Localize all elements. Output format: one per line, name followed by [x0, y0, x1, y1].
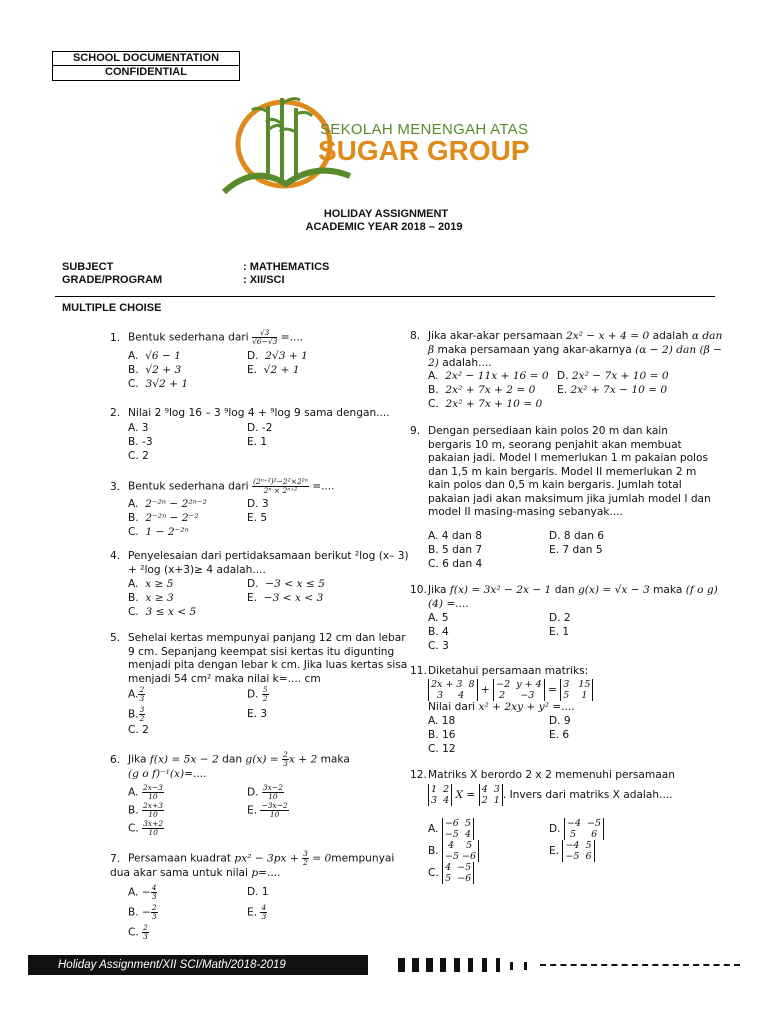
q7-option-b[interactable]: B. − $\frac{2}{3}$	[128, 903, 157, 921]
q7-option-d[interactable]: D. 1	[247, 886, 269, 898]
q10-option-b[interactable]: B. 4	[428, 626, 449, 638]
q7-option-a[interactable]: A. − $\frac{4}{3}$	[128, 883, 157, 901]
q7-option-e[interactable]: E. $\frac{4}{3}$	[247, 903, 267, 921]
question-10: 10.Jika f(x) = 3x² − 2x − 1 dan g(x) = √x − 3 maka (f o g)(4) =....	[410, 584, 718, 610]
q5-option-c[interactable]: C. 2	[128, 724, 149, 736]
q11-option-d[interactable]: D. 9	[549, 715, 571, 727]
q10-option-e[interactable]: E. 1	[549, 626, 570, 638]
q11-expression: Nilai dari x² + 2xy + y² =....	[428, 701, 575, 713]
question-5: 5. Sehelai kertas mempunyai panjang 12 cm dan lebar 9 cm. Sepanjang keempat sisi kertas itu digunting menjadi pita dengan lebar k cm. Jika luas kertas sisa menjadi 54 cm² maka nilai k=.... cm	[110, 632, 408, 685]
logo-brand: SUGAR GROUP	[318, 135, 530, 166]
q9-option-d[interactable]: D. 8 dan 6	[549, 530, 605, 542]
grade-value: : XII/SCI	[243, 274, 285, 286]
q11-option-c[interactable]: C. 12	[428, 743, 456, 755]
q4-option-e[interactable]: E. −3 < x < 3	[247, 592, 324, 604]
footer-dash	[398, 958, 405, 972]
question-6: 6. Jika f(x) = 5x − 2 dan g(x) = $\frac{2}{3}$ x + 2 maka	[110, 750, 350, 768]
question-1: 1. Bentuk sederhana dari $\frac{√3}{√6-√3}$ =....	[110, 328, 304, 346]
q2-option-b[interactable]: B. -3	[128, 436, 153, 448]
q1-tail: =....	[280, 331, 304, 344]
doc-box-line2: CONFIDENTIAL	[105, 66, 187, 78]
q8-option-e[interactable]: E. 2x² + 7x − 10 = 0	[557, 384, 668, 396]
q11-option-e[interactable]: E. 6	[549, 729, 570, 741]
doc-box-line1: SCHOOL DOCUMENTATION	[53, 52, 239, 66]
section-title: MULTIPLE CHOISE	[62, 302, 162, 314]
q10-option-a[interactable]: A. 5	[428, 612, 449, 624]
logo-school-name: SEKOLAH MENENGAH ATAS	[320, 121, 529, 138]
q2-option-d[interactable]: D. -2	[247, 422, 273, 434]
q11-option-a[interactable]: A. 18	[428, 715, 456, 727]
footer-dash	[524, 962, 527, 970]
q9-option-a[interactable]: A. 4 dan 8	[428, 530, 482, 542]
footer-dash	[440, 958, 446, 972]
q11-option-b[interactable]: B. 16	[428, 729, 456, 741]
footer-dash	[482, 958, 487, 972]
footer-dash	[412, 958, 419, 972]
q12-option-b[interactable]: B. 4 5 −5 −6	[428, 840, 479, 862]
q4-option-a[interactable]: A. x ≥ 5	[128, 578, 174, 590]
question-9: 9. Dengan persediaan kain polos 20 m dan kain bergaris 10 m, seorang penjahit akan membuat pakaian jadi. Model I memerlukan 1 m pakaian polos dan 1,5 m kain bergaris. Model II memerlukan 2 m kain polos dan 0,5 m kain bergaris. Jumlah total pakaian jadi akan maksimum jika jumlah model I dan model II masing-masing sebanyak....	[410, 425, 711, 518]
q5-option-a[interactable]: A. $\frac{2}{3}$	[128, 685, 145, 703]
q2-option-e[interactable]: E. 1	[247, 436, 268, 448]
documentation-box	[52, 51, 240, 81]
q3-option-d[interactable]: D. 3	[247, 498, 269, 510]
q10-option-d[interactable]: D. 2	[549, 612, 571, 624]
q2-option-c[interactable]: C. 2	[128, 450, 149, 462]
q12-option-d[interactable]: D. −4 −5 5 6	[549, 818, 604, 840]
q3-option-c[interactable]: C. 1 − 2⁻²ⁿ	[128, 526, 189, 538]
q12-option-e[interactable]: E. −4 5 −5 6	[549, 840, 595, 862]
q7-option-c[interactable]: C. $\frac{2}{3}$	[128, 923, 148, 941]
q6-option-a[interactable]: A. $\frac{2x-3}{10}$	[128, 783, 163, 801]
footer-dash	[496, 958, 500, 972]
q4-option-c[interactable]: C. 3 ≤ x < 5	[128, 606, 197, 618]
q4-option-d[interactable]: D. −3 < x ≤ 5	[247, 578, 325, 590]
q6-option-b[interactable]: B. $\frac{2x+3}{10}$	[128, 801, 164, 819]
q5-option-b[interactable]: B. $\frac{3}{2}$	[128, 705, 145, 723]
q3-option-e[interactable]: E. 5	[247, 512, 268, 524]
question-12: 12.Matriks X berordo 2 x 2 memenuhi persamaan	[410, 769, 675, 781]
q1-option-b[interactable]: B. √2 + 3	[128, 364, 182, 376]
q12-matrix-equation: 1 2 3 4 X = 4 3 2 1 . Invers dari matriks X adalah....	[428, 784, 673, 806]
q3-option-a[interactable]: A. 2⁻²ⁿ − 2²ⁿ⁻²	[128, 498, 207, 510]
q11-matrix-equation: 2x + 3 8 3 4 + −2 y + 4 2 −3 = 3 15 5 1	[428, 679, 593, 701]
divider	[55, 296, 715, 297]
q8-option-c[interactable]: C. 2x² + 7x + 10 = 0	[428, 398, 543, 410]
footer-bar: Holiday Assignment/XII SCI/Math/2018-2019	[28, 955, 368, 975]
footer-dash	[468, 958, 473, 972]
q8-option-d[interactable]: D. 2x² − 7x + 10 = 0	[557, 370, 669, 382]
question-8: 8. Jika akar-akar persamaan 2x² − x + 4 = 0 adalah α dan β maka persamaan yang akar-akarnya (α − 2) dan (β − 2) adalah....	[410, 330, 723, 369]
assignment-title: HOLIDAY ASSIGNMENT	[323, 208, 449, 220]
q10-option-c[interactable]: C. 3	[428, 640, 449, 652]
q6-option-e[interactable]: E. $\frac{-3x-2}{10}$	[247, 801, 288, 819]
question-7: 7. Persamaan kuadrat px² − 3px + $\frac{3}{2}$ = 0mempunyai dua akar sama untuk nilai p=....	[110, 849, 395, 879]
footer-dash-line	[540, 964, 740, 968]
q8-option-a[interactable]: A. 2x² − 11x + 16 = 0	[428, 370, 549, 382]
q9-option-c[interactable]: C. 6 dan 4	[428, 558, 483, 570]
q9-option-b[interactable]: B. 5 dan 7	[428, 544, 483, 556]
q1-option-a[interactable]: A. √6 − 1	[128, 350, 182, 362]
question-11: 11.Diketahui persamaan matriks:	[410, 665, 589, 677]
q12-option-c[interactable]: C. 4 −5 5 −6	[428, 862, 474, 884]
subject-value: : MATHEMATICS	[243, 261, 330, 273]
q6-expression: (g o f)⁻¹(x)=....	[128, 768, 207, 780]
q6-option-d[interactable]: D. $\frac{3x-2}{10}$	[247, 783, 283, 801]
subject-label: SUBJECT	[62, 261, 114, 273]
q3-option-b[interactable]: B. 2⁻²ⁿ − 2⁻²	[128, 512, 199, 524]
q4-option-b[interactable]: B. x ≥ 3	[128, 592, 174, 604]
q1-number: 1.	[110, 331, 121, 344]
question-2: 2. Nilai 2 ⁹log 16 – 3 ⁹log 4 + ⁹log 9 sama dengan....	[110, 407, 390, 419]
q1-option-e[interactable]: E. √2 + 1	[247, 364, 300, 376]
q5-option-d[interactable]: D. $\frac{5}{2}$	[247, 685, 268, 703]
academic-year: ACADEMIC YEAR 2018 – 2019	[305, 221, 463, 233]
question-4: 4. Penyelesaian dari pertidaksamaan berikut ²log (x– 3) + ²log (x+3)≥ 4 adalah....	[110, 550, 409, 576]
q8-option-b[interactable]: B. 2x² + 7x + 2 = 0	[428, 384, 536, 396]
q2-option-a[interactable]: A. 3	[128, 422, 149, 434]
q1-option-d[interactable]: D. 2√3 + 1	[247, 350, 308, 362]
q12-option-a[interactable]: A. −6 5 −5 4	[428, 818, 474, 840]
q1-text: Bentuk sederhana dari	[128, 331, 249, 344]
q6-option-c[interactable]: C. $\frac{3x+2}{10}$	[128, 819, 164, 837]
footer-dash	[510, 962, 513, 970]
footer-dash	[454, 958, 460, 972]
q5-option-e[interactable]: E. 3	[247, 708, 268, 720]
grade-label: GRADE/PROGRAM	[62, 274, 163, 286]
q9-option-e[interactable]: E. 7 dan 5	[549, 544, 603, 556]
q1-option-c[interactable]: C. 3√2 + 1	[128, 378, 189, 390]
question-3: 3. Bentuk sederhana dari $\frac{\text{(2ⁿ⁺²)²−2²×2²ⁿ}}{\text{2ⁿ × 2ⁿ⁺²}}$ =....	[110, 477, 335, 495]
footer-dash	[426, 958, 433, 972]
